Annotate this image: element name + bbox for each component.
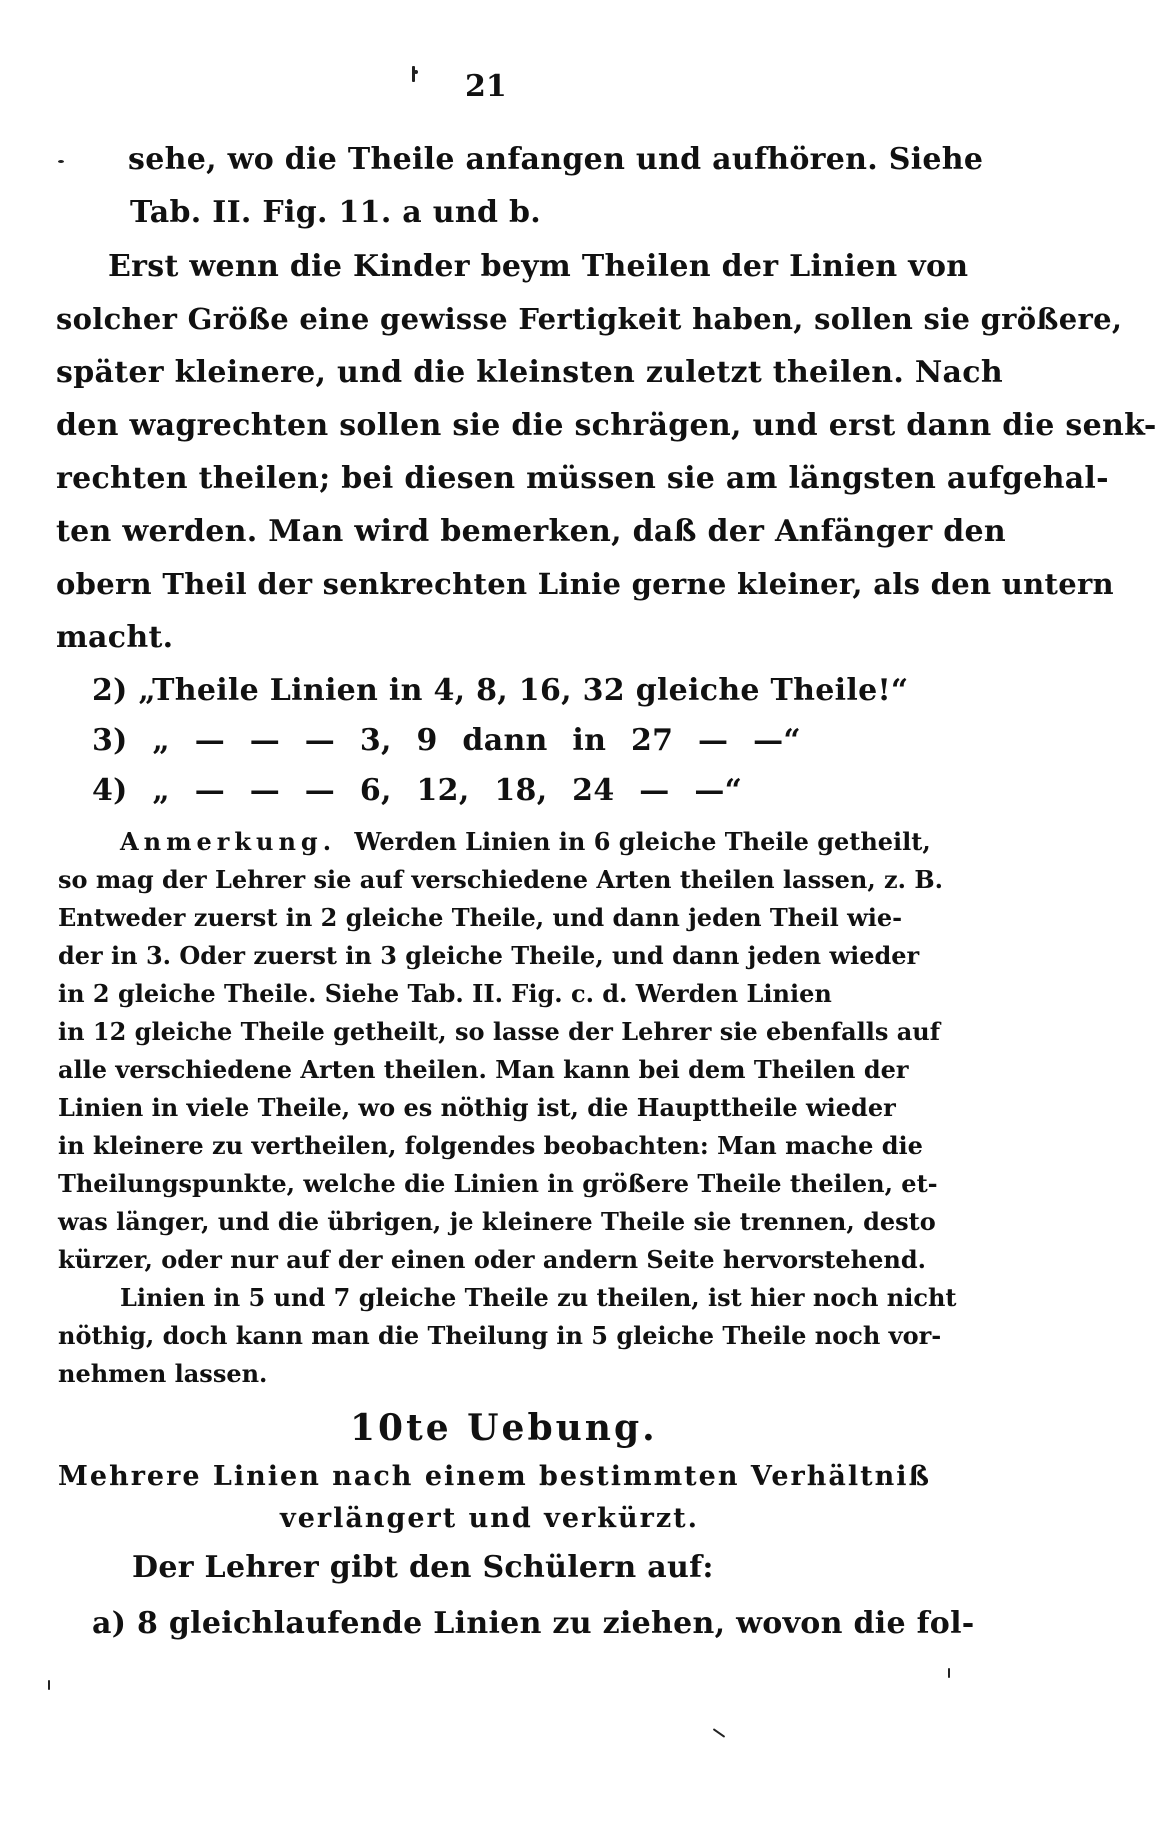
item-a-line: a) 8 gleichlaufende Linien zu ziehen, wovon die fol- xyxy=(92,1606,975,1641)
note-label: Anmerkung. xyxy=(120,827,337,856)
scan-speck xyxy=(713,1728,726,1738)
body-line: den wagrechten sollen sie die schrägen, und erst dann die senk- xyxy=(56,408,1157,443)
body-line: ten werden. Man wird bemerken, daß der Anfänger den xyxy=(56,514,1007,549)
scan-speck xyxy=(48,1680,50,1690)
body-line: solcher Größe eine gewisse Fertigkeit haben, sollen sie größere, xyxy=(56,302,1123,336)
note-line: nöthig, doch kann man die Theilung in 5 gleiche Theile noch vor- xyxy=(58,1321,942,1350)
note-line: der in 3. Oder zuerst in 3 gleiche Theile, und dann jeden wieder xyxy=(58,941,920,970)
note-text: Werden Linien in 6 gleiche Theile getheilt, xyxy=(354,827,931,856)
page-number: 21 xyxy=(465,69,507,104)
section-subheading: Mehrere Linien nach einem bestimmten Verhältniß xyxy=(58,1461,931,1492)
note-line: kürzer, oder nur auf der einen oder andern Seite hervorstehend. xyxy=(58,1245,926,1274)
note-line: so mag der Lehrer sie auf verschiedene Arten theilen lassen, z. B. xyxy=(58,865,944,894)
section-heading: 10te Uebung. xyxy=(350,1407,658,1449)
note-line: Theilungspunkte, welche die Linien in größere Theile theilen, et- xyxy=(58,1169,938,1198)
note-line-1 xyxy=(120,827,931,856)
body-line: obern Theil der senkrechten Linie gerne kleiner, als den untern xyxy=(56,567,1114,601)
intro-line: Der Lehrer gibt den Schülern auf: xyxy=(132,1550,714,1585)
note-line: Entweder zuerst in 2 gleiche Theile, und dann jeden Theil wie- xyxy=(58,903,903,932)
note-line: in 12 gleiche Theile getheilt, so lasse der Lehrer sie ebenfalls auf xyxy=(58,1017,941,1046)
exercise-line: 2) „Theile Linien in 4, 8, 16, 32 gleiche Theile!“ xyxy=(92,673,909,708)
scan-speck xyxy=(412,66,415,82)
body-line: später kleinere, und die kleinsten zuletzt theilen. Nach xyxy=(56,355,1003,390)
note-line: Linien in viele Theile, wo es nöthig ist, die Haupttheile wieder xyxy=(58,1093,896,1122)
exercise-line: 3) „ — — — 3, 9 dann in 27 — —“ xyxy=(92,723,801,758)
note-line: was länger, und die übrigen, je kleinere Theile sie trennen, desto xyxy=(58,1207,936,1236)
note-line: in kleinere zu vertheilen, folgendes beobachten: Man mache die xyxy=(58,1131,923,1160)
scan-speck xyxy=(58,160,64,163)
body-line: rechten theilen; bei diesen müssen sie am längsten aufgehal- xyxy=(56,461,1109,496)
section-subheading: verlängert und verkürzt. xyxy=(280,1503,700,1534)
scan-speck xyxy=(948,1668,950,1678)
note-line: Linien in 5 und 7 gleiche Theile zu theilen, ist hier noch nicht xyxy=(120,1283,957,1312)
note-line: nehmen lassen. xyxy=(58,1359,268,1388)
body-line: Erst wenn die Kinder beym Theilen der Linien von xyxy=(108,249,969,284)
exercise-line: 4) „ — — — 6, 12, 18, 24 — —“ xyxy=(92,773,743,808)
note-line: alle verschiedene Arten theilen. Man kann bei dem Theilen der xyxy=(58,1055,909,1084)
body-line: sehe, wo die Theile anfangen und aufhören. Siehe xyxy=(128,142,984,177)
body-line: Tab. II. Fig. 11. a und b. xyxy=(130,195,542,230)
body-line: macht. xyxy=(56,620,174,655)
note-line: in 2 gleiche Theile. Siehe Tab. II. Fig. c. d. Werden Linien xyxy=(58,979,832,1008)
